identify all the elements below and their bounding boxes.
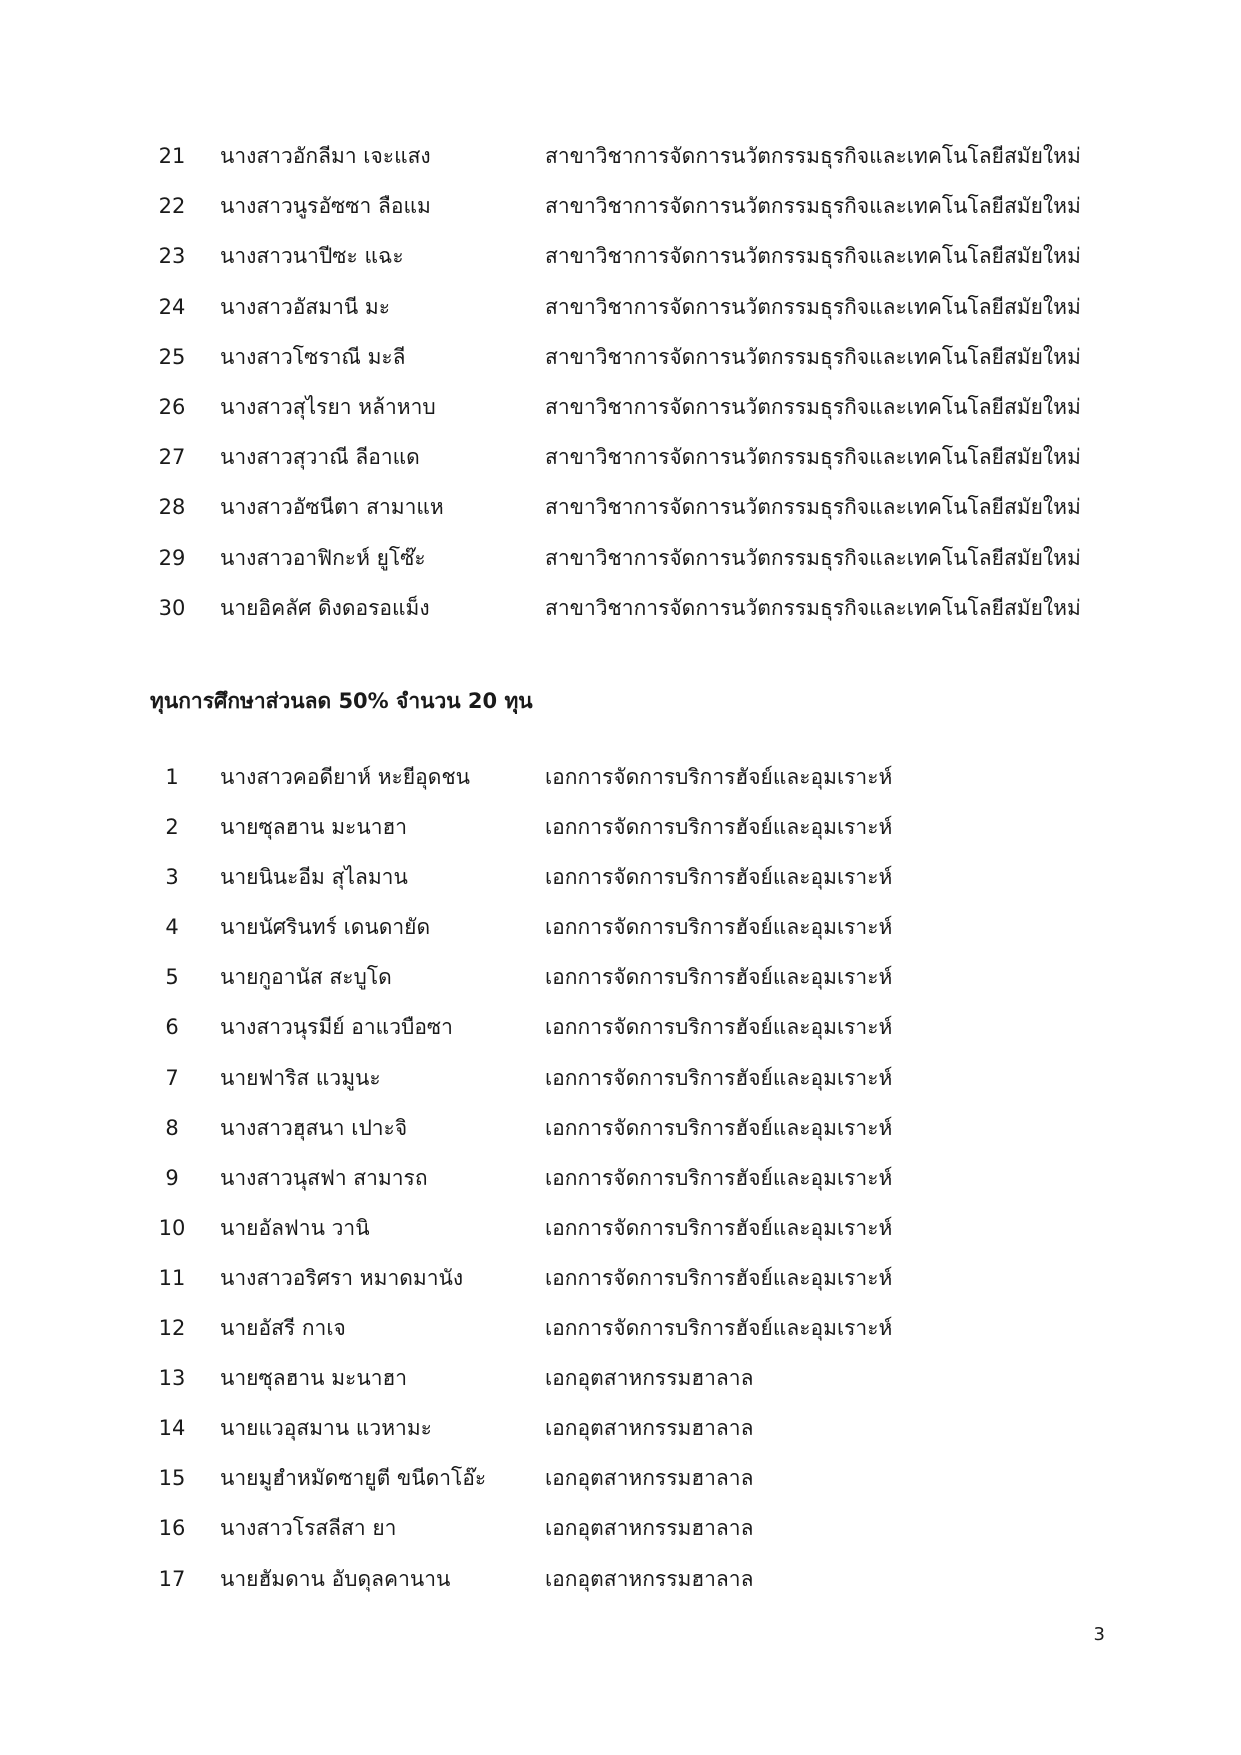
student-name: นายซุลฮาน มะนาฮา xyxy=(220,1366,408,1391)
student-name: นายฮัมดาน อับดุลคานาน xyxy=(220,1566,451,1591)
student-name: นายอัลฟาน วานิ xyxy=(220,1215,370,1240)
major-name: เอกอุตสาหกรรมฮาลาล xyxy=(545,1566,754,1591)
row-number: 12 xyxy=(158,1316,186,1341)
row-number: 22 xyxy=(158,194,186,219)
major-name: เอกการจัดการบริการฮัจย์และอุมเราะห์ xyxy=(545,815,893,840)
student-name: นางสาวนุรมีย์ อาแวบือซา xyxy=(220,1015,453,1040)
list-item xyxy=(0,482,1241,532)
student-name: นางสาวฮุสนา เปาะจิ xyxy=(220,1115,408,1140)
major-name: สาขาวิชาการจัดการนวัตกรรมธุรกิจและเทคโนโลยีสมัยใหม่ xyxy=(545,394,1081,419)
major-name: เอกการจัดการบริการฮัจย์และอุมเราะห์ xyxy=(545,1165,893,1190)
row-number: 3 xyxy=(165,865,179,890)
student-name: นายนินะอีม สุไลมาน xyxy=(220,865,408,890)
major-name: เอกการจัดการบริการฮัจย์และอุมเราะห์ xyxy=(545,965,893,990)
student-name: นางสาวอัซนีตา สามาแห xyxy=(220,495,444,520)
major-name: สาขาวิชาการจัดการนวัตกรรมธุรกิจและเทคโนโลยีสมัยใหม่ xyxy=(545,495,1081,520)
student-name: นางสาวนุสฟา สามารถ xyxy=(220,1165,428,1190)
list-item xyxy=(0,231,1241,281)
student-name: นางสาวสุไรยา หล้าหาบ xyxy=(220,394,436,419)
major-name: สาขาวิชาการจัดการนวัตกรรมธุรกิจและเทคโนโลยีสมัยใหม่ xyxy=(545,294,1081,319)
row-number: 24 xyxy=(158,294,186,319)
student-name: นางสาวอริศรา หมาดมานัง xyxy=(220,1265,464,1290)
row-number: 5 xyxy=(165,965,179,990)
list-item xyxy=(0,1002,1241,1052)
student-name: นางสาวนาปีซะ แฉะ xyxy=(220,244,404,269)
row-number: 26 xyxy=(158,394,186,419)
row-number: 30 xyxy=(158,595,186,620)
student-name: นายแวอุสมาน แวหามะ xyxy=(220,1416,432,1441)
major-name: เอกอุตสาหกรรมฮาลาล xyxy=(545,1516,754,1541)
major-name: สาขาวิชาการจัดการนวัตกรรมธุรกิจและเทคโนโลยีสมัยใหม่ xyxy=(545,545,1081,570)
section-heading: ทุนการศึกษาส่วนลด 50% จำนวน 20 ทุน xyxy=(150,689,533,713)
list-item xyxy=(0,1403,1241,1453)
row-number: 27 xyxy=(158,445,186,470)
list-item xyxy=(0,432,1241,482)
list-item xyxy=(0,533,1241,583)
student-name: นางสาวโซราณี มะลี xyxy=(220,344,406,369)
scholarship-list-continued xyxy=(0,131,1241,633)
row-number: 7 xyxy=(165,1065,179,1090)
major-name: สาขาวิชาการจัดการนวัตกรรมธุรกิจและเทคโนโลยีสมัยใหม่ xyxy=(545,595,1081,620)
row-number: 28 xyxy=(158,495,186,520)
student-name: นางสาวโรสลีสา ยา xyxy=(220,1516,397,1541)
student-name: นายฟาริส แวมูนะ xyxy=(220,1065,381,1090)
row-number: 29 xyxy=(158,545,186,570)
list-item xyxy=(0,852,1241,902)
row-number: 4 xyxy=(165,915,179,940)
list-item xyxy=(0,1503,1241,1553)
list-item xyxy=(0,1253,1241,1303)
major-name: เอกอุตสาหกรรมฮาลาล xyxy=(545,1466,754,1491)
student-name: นายซุลฮาน มะนาฮา xyxy=(220,815,408,840)
major-name: เอกอุตสาหกรรมฮาลาล xyxy=(545,1366,754,1391)
student-name: นางสาวนูรอัซซา ลือแม xyxy=(220,194,431,219)
major-name: เอกการจัดการบริการฮัจย์และอุมเราะห์ xyxy=(545,765,893,789)
major-name: เอกการจัดการบริการฮัจย์และอุมเราะห์ xyxy=(545,915,893,940)
list-item xyxy=(0,1303,1241,1353)
list-item xyxy=(0,1103,1241,1153)
list-item xyxy=(0,1453,1241,1503)
list-item xyxy=(0,1554,1241,1604)
row-number: 1 xyxy=(165,765,179,789)
list-item xyxy=(0,1053,1241,1103)
row-number: 15 xyxy=(158,1466,186,1491)
row-number: 14 xyxy=(158,1416,186,1441)
list-item xyxy=(0,902,1241,952)
page-number: 3 xyxy=(1093,1624,1105,1645)
list-item xyxy=(0,583,1241,633)
list-item xyxy=(0,282,1241,332)
row-number: 8 xyxy=(165,1115,179,1140)
major-name: สาขาวิชาการจัดการนวัตกรรมธุรกิจและเทคโนโลยีสมัยใหม่ xyxy=(545,144,1081,168)
row-number: 21 xyxy=(158,144,186,168)
row-number: 17 xyxy=(158,1566,186,1591)
major-name: เอกการจัดการบริการฮัจย์และอุมเราะห์ xyxy=(545,1065,893,1090)
major-name: สาขาวิชาการจัดการนวัตกรรมธุรกิจและเทคโนโลยีสมัยใหม่ xyxy=(545,244,1081,269)
list-item xyxy=(0,382,1241,432)
row-number: 25 xyxy=(158,344,186,369)
major-name: เอกการจัดการบริการฮัจย์และอุมเราะห์ xyxy=(545,865,893,890)
major-name: เอกการจัดการบริการฮัจย์และอุมเราะห์ xyxy=(545,1316,893,1341)
list-item xyxy=(0,952,1241,1002)
row-number: 10 xyxy=(158,1215,186,1240)
student-name: นายมูฮำหมัดซายูตี ขนีดาโอ๊ะ xyxy=(220,1466,487,1491)
row-number: 16 xyxy=(158,1516,186,1541)
major-name: เอกการจัดการบริการฮัจย์และอุมเราะห์ xyxy=(545,1215,893,1240)
list-item xyxy=(0,1353,1241,1403)
major-name: สาขาวิชาการจัดการนวัตกรรมธุรกิจและเทคโนโลยีสมัยใหม่ xyxy=(545,445,1081,470)
row-number: 23 xyxy=(158,244,186,269)
student-name: นางสาวสุวาณี ลีอาแด xyxy=(220,445,420,470)
major-name: เอกการจัดการบริการฮัจย์และอุมเราะห์ xyxy=(545,1265,893,1290)
student-name: นางสาวคอดียาห์ หะยีอุดชน xyxy=(220,765,471,789)
major-name: เอกอุตสาหกรรมฮาลาล xyxy=(545,1416,754,1441)
row-number: 13 xyxy=(158,1366,186,1391)
list-item xyxy=(0,1203,1241,1253)
major-name: สาขาวิชาการจัดการนวัตกรรมธุรกิจและเทคโนโลยีสมัยใหม่ xyxy=(545,344,1081,369)
student-name: นายอัสรี กาเจ xyxy=(220,1316,346,1341)
list-item xyxy=(0,181,1241,231)
list-item xyxy=(0,131,1241,181)
student-name: นายนัศรินทร์ เดนดายัด xyxy=(220,915,431,940)
list-item xyxy=(0,332,1241,382)
major-name: เอกการจัดการบริการฮัจย์และอุมเราะห์ xyxy=(545,1115,893,1140)
scholarship-list-50-percent xyxy=(0,752,1241,1604)
list-item xyxy=(0,752,1241,802)
student-name: นางสาวอักลีมา เจะแสง xyxy=(220,144,431,168)
student-name: นายอิคลัศ ดิงดอรอแม็ง xyxy=(220,595,430,620)
major-name: เอกการจัดการบริการฮัจย์และอุมเราะห์ xyxy=(545,1015,893,1040)
row-number: 6 xyxy=(165,1015,179,1040)
list-item xyxy=(0,802,1241,852)
student-name: นางสาวอาฟิกะห์ ยูโซ๊ะ xyxy=(220,545,426,570)
list-item xyxy=(0,1153,1241,1203)
major-name: สาขาวิชาการจัดการนวัตกรรมธุรกิจและเทคโนโลยีสมัยใหม่ xyxy=(545,194,1081,219)
row-number: 11 xyxy=(158,1265,186,1290)
student-name: นายกูอานัส สะบูโด xyxy=(220,965,392,990)
student-name: นางสาวอัสมานี มะ xyxy=(220,294,391,319)
row-number: 9 xyxy=(165,1165,179,1190)
row-number: 2 xyxy=(165,815,179,840)
